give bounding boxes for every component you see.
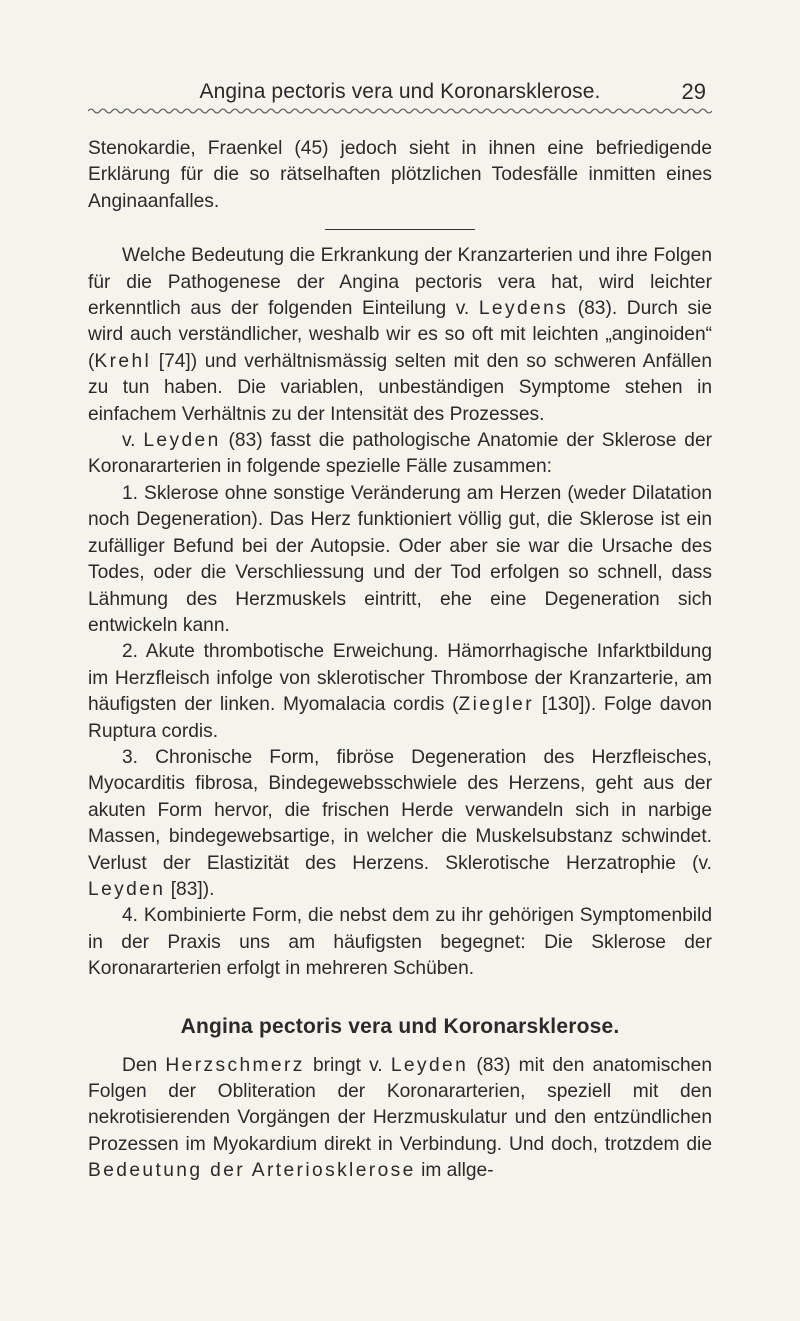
list-item-4: 4. Kombinierte Form, die nebst dem zu ihr gehörigen Symptomenbild in der Praxis uns am häufigsten begegnet: Die Sklerose der Koronararterien erfolgt in mehreren Schüben. bbox=[88, 905, 712, 980]
author-name: Leyden bbox=[88, 878, 166, 900]
emphasized-term: Bedeutung der Arteriosklerose bbox=[88, 1160, 416, 1182]
intro-paragraph: Stenokardie, Fraenkel (45) jedoch sieht in ihnen eine befriedigende Erklärung für die so rätselhaften plötzlichen Todesfälle inmitten eines Anginaanfalles. bbox=[88, 138, 712, 212]
running-head bbox=[88, 78, 712, 106]
list-item-1: 1. Sklerose ohne sonstige Veränderung am Herzen (weder Dilatation noch Degeneration). Das Herz funktioniert völlig gut, die Sklerose ist ein zufälliger Befund bei der Autopsie. Oder aber sie war die Ursache des Todes, oder die Verschliessung und der Tod erfolgen so schnell, dass Lähmung des Herzmuskels eintritt, ehe eine Degeneration sich entwickeln kann. bbox=[88, 482, 712, 636]
paragraph-herzschmerz: Den Herzschmerz bringt v. Leyden (83) mit den anatomischen Folgen der Obliteration der Koronararterien, speziell mit den nekrotisierenden Vorgängen der Herzmuskulatur und den entzündlichen Prozessen im Myokardium direkt in Verbindung. Und doch, trotzdem die Bedeutung der Arteriosklerose im allge- bbox=[88, 1054, 713, 1182]
wavy-rule-ornament bbox=[88, 106, 712, 116]
author-name: Krehl bbox=[94, 350, 152, 372]
paragraph-leyden: v. Leyden (83) fasst die pathologische Anatomie der Sklerose der Koronararterien in folgende spezielle Fälle zusammen: bbox=[88, 430, 712, 478]
emphasized-term: Herzschmerz bbox=[165, 1054, 305, 1076]
author-name: Leydens bbox=[478, 298, 569, 320]
paragraph-einteilung: Welche Bedeutung die Erkrankung der Kranzarterien und ihre Folgen für die Pathogenese der Angina pectoris vera hat, wird leichter erkenntlich aus der folgenden Einteilung v. Leydens (83). Durch sie wird auch verständlicher, weshalb wir es so oft mit leichten „anginoiden“ (Krehl [74]) und verhältnismässig selten mit den so schweren Anfällen zu tun haben. Die variablen, unbeständigen Symptome stehen in einfachem Verhältnis zu der Intensität des Prozesses. bbox=[88, 245, 712, 425]
book-page bbox=[88, 78, 712, 1185]
page-number: 29 bbox=[681, 79, 706, 104]
list-item-3: 3. Chronische Form, fibröse Degeneration des Herzfleisches, Myocarditis fibrosa, Bindegewebsschwiele des Herzens, geht aus der akuten Form hervor, die frischen Herde verwandeln sich in narbige Massen, bindegewebsartige, in welcher die Muskelsubstanz schwindet. Verlust der Elastizität des Herzens. Sklerotische Herzatrophie (v. Leyden [83]). bbox=[88, 746, 712, 900]
section-heading: Angina pectoris vera und Koronarsklerose. bbox=[180, 1014, 620, 1038]
list-item-2: 2. Akute thrombotische Erweichung. Hämorrhagische Infarktbildung im Herzfleisch infolge von sklerotischer Thrombose der Kranzarterie, am häufigsten der linken. Myomalacia cordis (Ziegler [130]). Folge davon Ruptura cordis. bbox=[88, 641, 712, 742]
running-head-title: Angina pectoris vera und Koronarsklerose. bbox=[199, 80, 601, 103]
author-name: Leyden bbox=[143, 430, 221, 452]
body-text bbox=[88, 136, 712, 1185]
author-name: Leyden bbox=[390, 1054, 469, 1076]
section-divider-rule bbox=[325, 229, 475, 230]
author-name: Ziegler bbox=[458, 694, 534, 716]
